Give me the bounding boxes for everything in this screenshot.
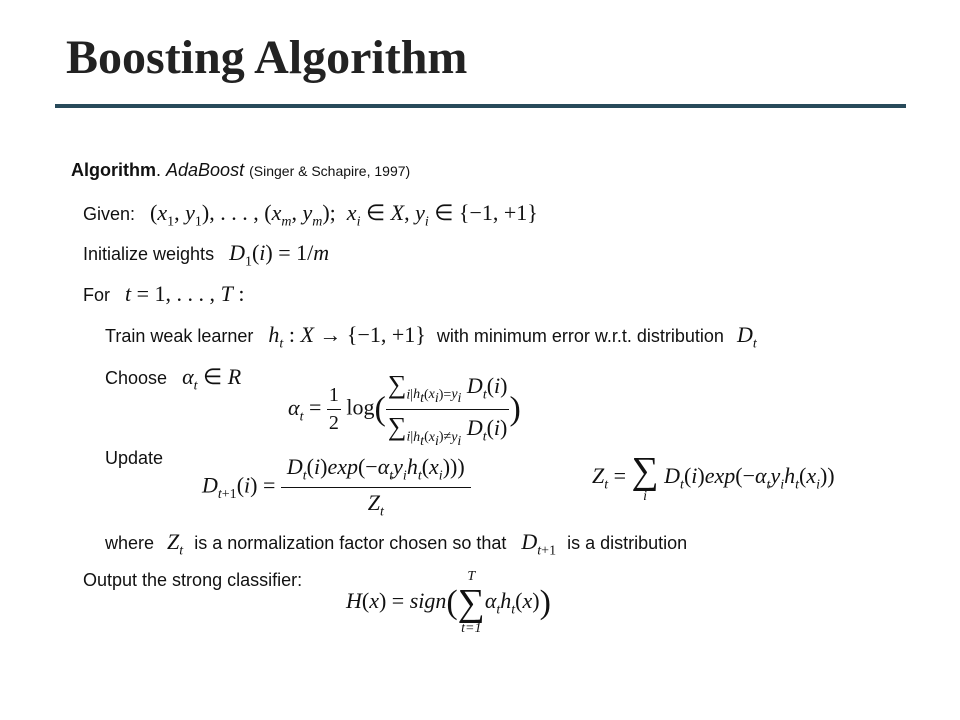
where-z: $Z_t$ bbox=[167, 529, 184, 559]
choose-label: Choose bbox=[105, 368, 168, 388]
slide-title: Boosting Algorithm bbox=[66, 31, 468, 84]
where-label-mid: is a normalization factor chosen so that bbox=[194, 533, 507, 553]
given-label: Given: bbox=[83, 204, 136, 224]
algorithm-citation: (Singer & Schapire, 1997) bbox=[249, 163, 411, 179]
update-label: Update bbox=[105, 448, 164, 468]
init-label: Initialize weights bbox=[83, 244, 215, 264]
train-line bbox=[105, 322, 757, 352]
title-divider bbox=[55, 104, 906, 108]
alpha-equation: $\alpha_t$ = $\frac{1}{2}$ log( $\frac{\sum_{i|h_t(x_i)=y_i} D_t(i)}{\sum_{i|h_t(x_i)\ne y_i} D_t(i)}$ ) bbox=[288, 370, 521, 449]
given-formula: ($x_1$, $y_1$), . . . , ($x_m$, $y_m$); $x_i$ ∈ X, $y_i$ ∈ {−1, +1} bbox=[150, 200, 538, 230]
train-formula: $h_t$ : X → {−1, +1} bbox=[268, 322, 426, 352]
algorithm-label: Algorithm bbox=[71, 160, 156, 180]
train-label-pre: Train weak learner bbox=[105, 326, 254, 346]
output-equation: H(x) = sign( T ∑ t=1 $\alpha_th_t(x)$) bbox=[346, 569, 551, 636]
update-equation: $D_{t+1}(i)$ = $\frac{D_t(i)\exp(-\alpha_ty_ih_t(x_i)))}{Z_t}$ bbox=[202, 454, 471, 521]
for-label: For bbox=[83, 285, 110, 305]
algorithm-header: Algorithm. AdaBoost (Singer & Schapire, 1997) bbox=[71, 160, 411, 180]
for-line bbox=[83, 281, 244, 307]
where-label-post: is a distribution bbox=[567, 533, 688, 553]
where-label-pre: where bbox=[105, 533, 155, 553]
train-distribution: $D_t$ bbox=[736, 322, 757, 352]
algorithm-name: AdaBoost bbox=[166, 160, 245, 180]
where-d: $D_{t+1}$ bbox=[521, 529, 557, 559]
given-line bbox=[83, 200, 538, 230]
where-line bbox=[105, 529, 687, 559]
output-label: Output the strong classifier: bbox=[83, 570, 303, 590]
init-formula: $D_1(i) = 1/m$ bbox=[229, 240, 330, 270]
normalizer-equation: $Z_t$ = ∑ i $D_t(i)\exp(-\alpha_ty_ih_t(x_i))$ bbox=[592, 450, 835, 504]
init-line bbox=[83, 240, 329, 270]
train-label-post: with minimum error w.r.t. distribution bbox=[436, 326, 724, 346]
for-formula: t = 1, . . . , T : bbox=[125, 281, 245, 306]
choose-line bbox=[105, 364, 241, 394]
choose-formula: $\alpha_t$ ∈ R bbox=[182, 364, 242, 394]
